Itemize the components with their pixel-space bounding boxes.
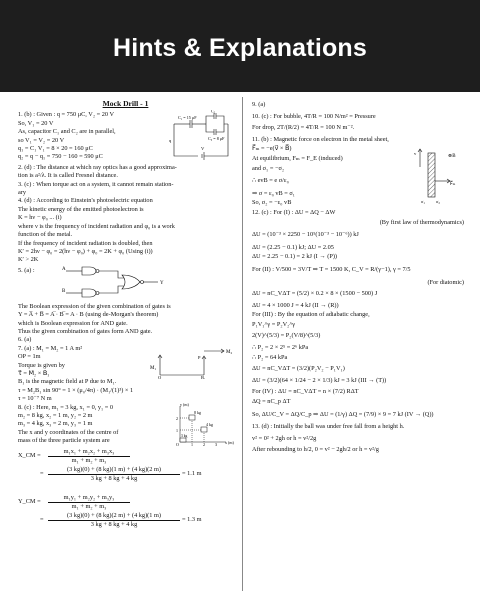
text-line: where ν is the frequency of incident radiation and φ₀ is a work: [18, 222, 175, 230]
text-line: 9. (a): [252, 101, 266, 108]
m2-label: M₂: [226, 349, 233, 355]
text-line: For (IV) : ΔU = nC_VΔT = n × (7/2) RΔT: [252, 388, 359, 396]
text-line: K′ > 2K: [18, 256, 39, 264]
ycm-result: = 1.3 m: [182, 515, 202, 523]
text-line: At equilibrium, Fₘ = F_E (induced): [252, 154, 343, 162]
text-line: τ⃗ = M⃗₂ × B⃗₁: [18, 369, 50, 377]
capacitor-circuit-figure: [168, 110, 234, 162]
text-line: ∴ P₂ = 2 × 2⁵ = 2⁶ kPa: [252, 344, 309, 352]
mass-8kg-label: 8 kg: [194, 409, 201, 415]
o-label: O: [158, 374, 162, 379]
ycm-fraction-2: [48, 512, 180, 530]
text-line: 12. (c) : For (I) : ΔU = ΔQ − ΔW: [252, 208, 336, 216]
text-line: If the frequency of incident radiation is doubled, then: [18, 239, 153, 247]
text-line: function of the metal.: [18, 231, 73, 239]
text-line: which is Boolean expression for AND gate.: [18, 319, 128, 327]
input-a-label: A: [62, 266, 66, 272]
text-line: F⃗ₘ = −e(v⃗ × B⃗): [252, 145, 292, 153]
text-line: 3. (c) : When torque act on a system, it cannot remain station-: [18, 180, 174, 188]
page-title: Hints & Explanations: [112, 34, 368, 62]
text-line: P₁V₁^γ = P₂V₂^γ: [252, 320, 296, 328]
text-line: ΔU = (10⁻³ × 2250 − 10⁵(10⁻³ − 10⁻⁶)) kJ: [252, 231, 359, 239]
text-line: 2(V)^(5/3) = P₂(V/8)^(5/3): [252, 332, 321, 340]
left-column: [18, 100, 233, 534]
text-line: τ = M₂B₁ sin 90° = 1 × (μ₀/4π) · (M₁/(1)³) × 1: [18, 386, 134, 394]
numerator: m₁y₁ + m₂y₂ + m₃y₃: [48, 494, 130, 503]
text-line: 5. (a) :: [18, 266, 35, 274]
text-line: 7. (a) : M₁ = M₂ = 1 A m²: [18, 344, 83, 352]
xcm-fraction-1: [48, 448, 130, 466]
text-line: For (III) : By the equation of adiabatic change,: [252, 311, 370, 319]
text-line: ⇒ σ = ε₀ vB = σ₁: [252, 189, 295, 197]
text-line: So, σ₂ = −ε₀ vB: [252, 199, 292, 207]
text-line: ∴ P₂ = 64 kPa: [252, 353, 288, 361]
text-line: τ = 10⁻⁷ N m: [18, 395, 52, 403]
centre-of-mass-figure: [170, 402, 236, 446]
text-line: ΔU = nC_VΔT = (5/2) × 0.2 × 8 × (1500 − 500) J: [252, 290, 378, 298]
y-tick-1: 1: [176, 427, 178, 433]
equals: =: [40, 469, 44, 477]
text-line: q₂ = q − q₁ = 750 − 160 = 590 μC: [18, 153, 103, 161]
text-line: ΔU = nC_VΔT = (3/2)(P₂V₂ − P₁V₁): [252, 365, 345, 373]
metal-sheet-figure: [410, 145, 464, 205]
text-line: 8. (c) : Here, m₁ = 3 kg, x₁ = 0, y₁ = 0: [18, 403, 114, 411]
field-label: ⊗B: [448, 153, 456, 159]
text-line: ΔU = 4 × 1000 J = 4 kJ (II → (R)): [252, 301, 339, 309]
text-line: After rebounding to h/2, 0 = v² − 2gh/2 or h = v²/g: [252, 446, 379, 454]
text-line: 11. (b) : Magnetic force on electron in the metal sheet,: [252, 135, 389, 143]
text-line: So, ΔU/C_V = ΔQ/C_p ⇒ ΔU = (1/γ) ΔQ = (7/9) × 9 = 7 kJ (IV → (Q)): [252, 410, 434, 418]
text-line: tion is a²/λ. It is called Fresnel distance.: [18, 172, 118, 180]
q8-block: [18, 401, 234, 446]
mass-4kg-label: 4 kg: [206, 421, 213, 427]
b1-label: B₁: [201, 374, 206, 379]
input-b-label: B: [62, 288, 66, 294]
denominator: m₁ + m₂ + m₃: [71, 457, 107, 465]
text-line: (By first law of thermodynamics): [379, 218, 464, 226]
text-line: For drop, 2T/(R/2) = 4T/R = 100 N m⁻².: [252, 124, 355, 132]
magnet-figure: [138, 343, 233, 379]
text-line: The x and y coordinates of the centre of: [18, 428, 119, 436]
output-y-label: Y: [160, 280, 164, 286]
text-line: m₂ = 8 kg, x₂ = 1 m, y₂ = 2 m: [18, 412, 93, 419]
xcm-fraction-2: [48, 466, 180, 484]
velocity-label: v: [414, 150, 417, 156]
sigma2-label: σ₂: [436, 198, 440, 204]
text-line: mass of the three particle system are: [18, 437, 110, 445]
denominator: m₁ + m₂ + m₃: [71, 503, 107, 511]
ycm-equation: [18, 494, 233, 534]
c1-label: C₁ = 15 μF: [178, 115, 197, 120]
text-line: Thus the given combination of gates form AND gate.: [18, 327, 153, 335]
text-line: ΔU = 2.25 − 0.1) = 2 kJ (I → (P)): [252, 253, 338, 261]
text-line: v² = 0² + 2gh or h = v²/2g: [252, 434, 317, 442]
text-line: K′ = 2hν − φ₀ = 2(hν − φ₀) + φ₀ = 2K + φ₀ (Using (i)): [18, 247, 153, 255]
x-tick-3: 3: [215, 441, 217, 446]
numerator: (3 kg)(0) + (8 kg)(2 m) + (4 kg)(1 m): [48, 512, 180, 521]
p-label: P: [198, 354, 201, 360]
text-line: The kinetic energy of the emitted photoelectron is: [18, 205, 144, 213]
text-line: ΔQ = nC_p ΔT: [252, 398, 291, 406]
text-line: m₃ = 4 kg, x₃ = 2 m, y₃ = 1 m: [18, 420, 93, 428]
text-line: Y = A̅ + B̅ = A̿ · B̿ = A · B (using de-Morgan's theorem): [18, 311, 159, 319]
c2-label: C₂: [211, 110, 216, 114]
text-line: 10. (c) : For bubble, 4T/R = 100 N/m² = Pressure: [252, 112, 376, 120]
xcm-equation: [18, 448, 233, 490]
ycm-fraction-1: [48, 494, 130, 512]
text-line: As, capacitor C₁ and C₂ are in parallel,: [18, 128, 116, 136]
c3-label: C₃ = 8 μF: [208, 136, 225, 141]
text-line: B₁ is the magnetic field at P due to M₁.: [18, 378, 117, 386]
force-label: F⃗ₘ: [450, 180, 456, 186]
denominator: 3 kg + 8 kg + 4 kg: [90, 521, 138, 529]
text-line: Torque is given by: [18, 361, 65, 369]
q5-figure-row: [18, 265, 233, 303]
mass-3kg-label: 3 kg: [181, 433, 188, 438]
x-tick-1: 1: [191, 441, 193, 446]
header-banner: [0, 0, 480, 92]
right-column: [252, 100, 464, 455]
y-tick-2: 2: [176, 415, 178, 421]
x-tick-2: 2: [203, 441, 205, 446]
text-line: ∴ evB = e σ/ε₀: [252, 177, 289, 185]
xcm-result: = 1.1 m: [182, 469, 202, 477]
text-line: OP = 1m: [18, 353, 41, 361]
text-line: ΔU = (3/2)(64 × 1/24 − 2 × 1/3) kJ = 3 kJ (III → (T)): [252, 376, 387, 384]
xcm-lhs: X_CM =: [18, 451, 41, 459]
numerator: (3 kg)(0) + (8 kg)(1 m) + (4 kg)(2 m): [48, 466, 180, 475]
text-line: 1. (b) : Given : q = 750 μC, V₂ = 20 V: [18, 111, 115, 119]
text-line: The Boolean expression of the given combination of gates is: [18, 302, 171, 310]
text-line: For (II) : V/500 = 3V/T ⇒ T = 1500 K, C_V = R/(γ−1), γ = 7/5: [252, 265, 411, 273]
section-heading: Mock Drill - 1: [102, 99, 149, 108]
v-label: V: [201, 146, 205, 151]
text-line: 2. (d) : The distance at which ray optics has a good approxima-: [18, 163, 177, 171]
text-line: so V₁ = V₂ = 20 V: [18, 136, 65, 144]
denominator: 3 kg + 8 kg + 4 kg: [90, 475, 138, 483]
q1-block: [18, 111, 168, 161]
text-line: q₁ = C₁ V₁ = 8 × 20 = 160 μC: [18, 145, 93, 153]
text-line: 6. (a): [18, 336, 32, 344]
text-line: ary: [18, 189, 27, 197]
y-axis-label: y (m): [180, 401, 189, 407]
q11-block: [252, 135, 464, 208]
column-divider: [242, 97, 243, 591]
logic-gate-figure: [62, 265, 182, 303]
ycm-lhs: Y_CM =: [18, 497, 41, 505]
x-axis-label: x (m): [225, 439, 234, 445]
q-label: q: [169, 138, 172, 143]
text-line: and σ₁ = −σ₂: [252, 164, 285, 172]
text-line: 13. (d) : Initially the ball was under free fall from a height h.: [252, 423, 405, 431]
text-line: 4. (d) : According to Einstein's photoelectric equation: [18, 197, 153, 205]
text-line: ΔU = (2.25 − 0.1) kJ; ΔU = 2.05: [252, 243, 334, 251]
text-line: So, V₁ = 20 V: [18, 119, 54, 127]
equals: =: [40, 515, 44, 523]
q7-block: [18, 345, 233, 404]
m1-label: M₁: [150, 365, 157, 371]
origin-label: O: [176, 441, 179, 446]
sigma1-label: σ₁: [421, 198, 425, 204]
text-line: (For diatomic): [427, 278, 464, 286]
numerator: m₁x₁ + m₂x₂ + m₃x₃: [48, 448, 130, 457]
text-line: K = hν − φ₀ ... (i): [18, 214, 62, 222]
